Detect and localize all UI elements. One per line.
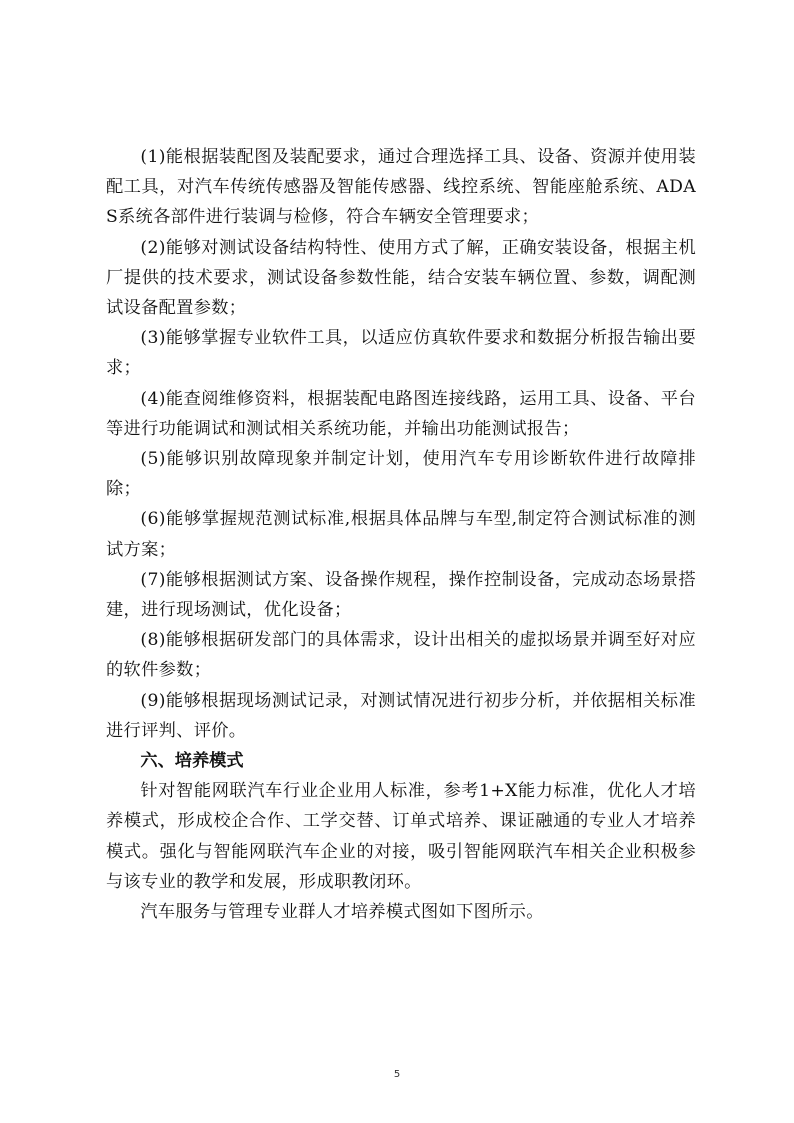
ability-item-3: (3)能够掌握专业软件工具，以适应仿真软件要求和数据分析报告输出要求； <box>106 328 696 379</box>
figure-intro-paragraph: 汽车服务与管理专业群人才培养模式图如下图所示。 <box>140 902 544 923</box>
ability-item-4: (4)能查阅维修资料，根据装配电路图连接线路，运用工具、设备、平台等进行功能调试和测试相关系统功能，并输出功能测试报告； <box>106 388 696 439</box>
ability-item-8: (8)能够根据研发部门的具体需求，设计出相关的虚拟场景并调至好对应的软件参数； <box>106 630 696 681</box>
ability-item-1: (1)能根据装配图及装配要求，通过合理选择工具、设备、资源并使用装配工具，对汽车传统传感器及智能传感器、线控系统、智能座舱系统、ADAS系统各部件进行装调与检修，符合车辆安全管理要求； <box>106 147 696 228</box>
page-number: 5 <box>393 1069 401 1080</box>
section-heading: 六、培养模式 <box>140 751 244 772</box>
ability-item-6: (6)能够掌握规范测试标准,根据具体品牌与车型,制定符合测试标准的测试方案； <box>106 509 696 560</box>
ability-item-5: (5)能够识别故障现象并制定计划，使用汽车专用诊断软件进行故障排除； <box>106 449 696 500</box>
training-mode-paragraph: 针对智能网联汽车行业企业用人标准，参考1+X能力标准，优化人才培养模式，形成校企合作、工学交替、订单式培养、课证融通的专业人才培养模式。强化与智能网联汽车企业的对接，吸引智能网联汽车相关企业积极参与该专业的教学和发展，形成职教闭环。 <box>106 781 696 892</box>
page-content <box>106 142 696 927</box>
ability-item-2: (2)能够对测试设备结构特性、使用方式了解，正确安装设备，根据主机厂提供的技术要求，测试设备参数性能，结合安装车辆位置、参数，调配测试设备配置参数； <box>106 237 696 319</box>
ability-item-9: (9)能够根据现场测试记录，对测试情况进行初步分析，并依据相关标准进行评判、评价。 <box>106 690 696 741</box>
ability-item-7: (7)能够根据测试方案、设备操作规程，操作控制设备，完成动态场景搭建，进行现场测试，优化设备； <box>106 569 696 621</box>
